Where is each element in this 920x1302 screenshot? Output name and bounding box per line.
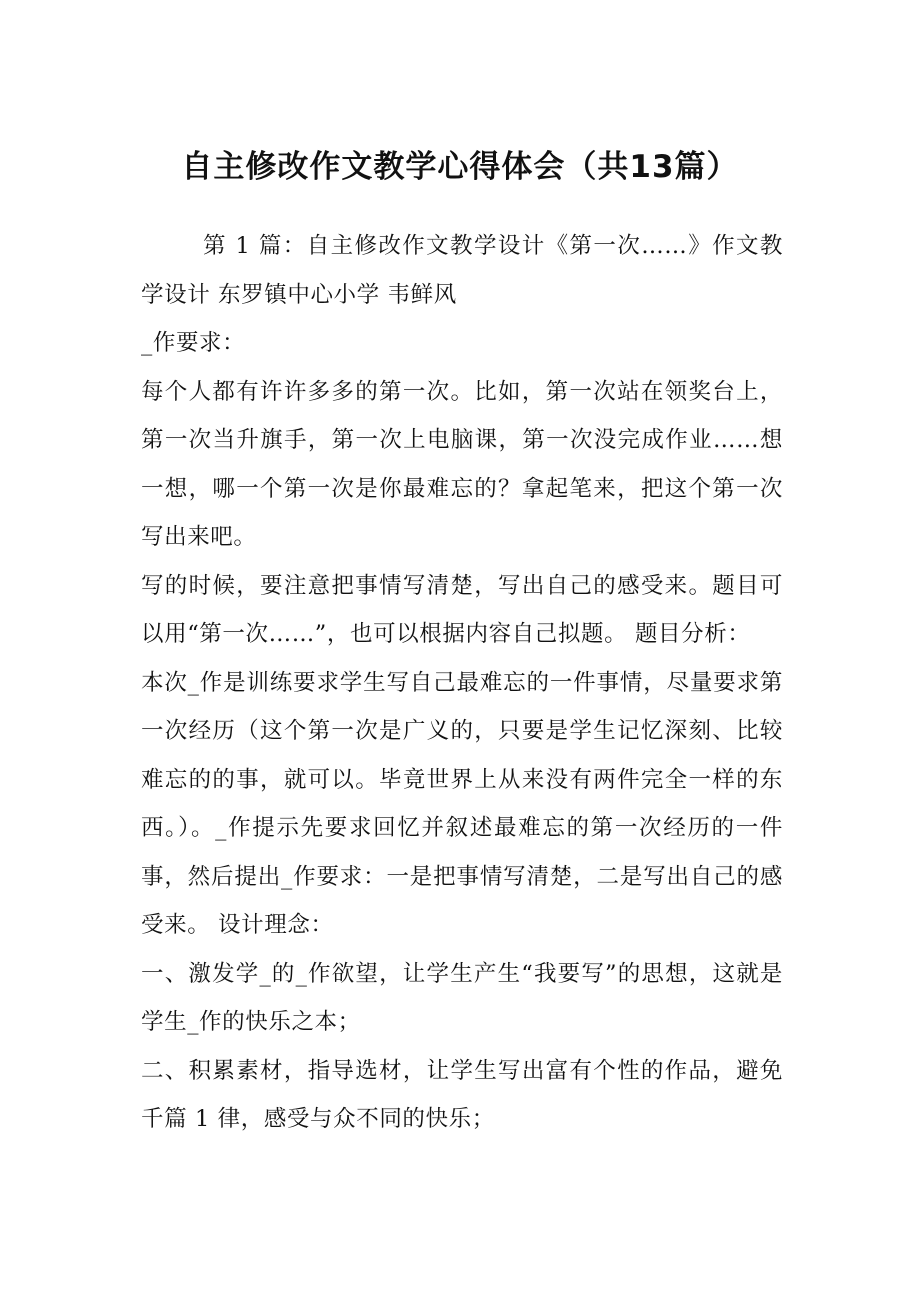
paragraph-requirement-heading: _作要求： bbox=[141, 330, 246, 356]
document-body bbox=[141, 222, 783, 1144]
document-title: 自主修改作文教学心得体会（共13篇） bbox=[181, 149, 739, 185]
paragraph-writing-notes: 写的时候，要注意把事情写清楚，写出自己的感受来。题目可以用“第一次……”，也可以根据内容自己拟题。 题目分析： bbox=[141, 572, 783, 647]
paragraph-requirement: 每个人都有许许多多的第一次。比如，第一次站在领奖台上，第一次当升旗手，第一次上电脑课，第一次没完成作业……想一想，哪一个第一次是你最难忘的？拿起笔来，把这个第一次写出来吧。 bbox=[141, 378, 783, 550]
paragraph-analysis: 本次_作是训练要求学生写自己最难忘的一件事情，尽量要求第一次经历（这个第一次是广义的，只要是学生记忆深刻、比较难忘的的事，就可以。毕竟世界上从来没有两件完全一样的东西。）。_作提示先要求回忆并叙述最难忘的第一次经历的一件事，然后提出_作要求：一是把事情写清楚，二是写出自己的感受来。 设计理念： bbox=[141, 669, 783, 938]
paragraph-concept-two: 二、积累素材，指导选材，让学生写出富有个性的作品，避免千篇 1 律，感受与众不同的快乐； bbox=[141, 1057, 783, 1132]
paragraph-intro: 第 1 篇：自主修改作文教学设计《第一次……》作文教学设计 东罗镇中心小学 韦鲜风 bbox=[141, 233, 783, 308]
paragraph-concept-one: 一、激发学_的_作欲望，让学生产生“我要写”的思想，这就是学生_作的快乐之本； bbox=[141, 960, 783, 1035]
